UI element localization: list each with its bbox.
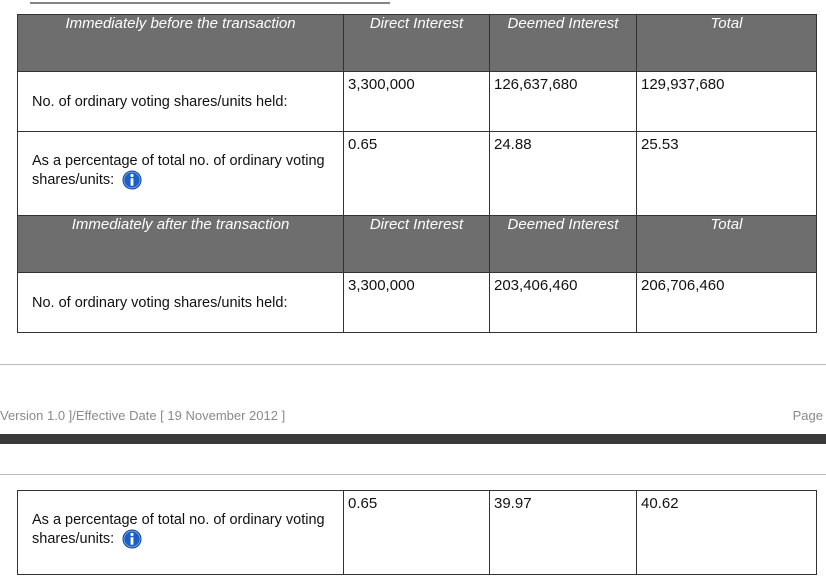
table-row: [18, 491, 817, 575]
cell-total-shares: 129,937,680: [637, 72, 817, 132]
cell-total-percentage: 40.62: [637, 491, 817, 575]
row-label-shares: No. of ordinary voting shares/units held:: [18, 72, 344, 132]
row-label-shares: No. of ordinary voting shares/units held:: [18, 273, 344, 333]
cell-deemed-percentage: 39.97: [490, 491, 637, 575]
info-icon[interactable]: [122, 170, 142, 195]
cell-total-shares: 206,706,460: [637, 273, 817, 333]
percentage-label-text: As a percentage of total no. of ordinary voting shares/units:: [32, 153, 325, 188]
table-row: [18, 72, 817, 132]
after-transaction-continued-table: [17, 490, 817, 575]
cell-direct-shares: 3,300,000: [344, 72, 490, 132]
table-row: [18, 273, 817, 333]
page-break-bar: [0, 434, 826, 444]
table-header-row: [18, 15, 817, 72]
info-icon[interactable]: [122, 529, 142, 554]
row-label-percentage: [18, 132, 344, 216]
before-transaction-table: [17, 14, 817, 333]
table-header-row: [18, 216, 817, 273]
cell-direct-shares: 3,300,000: [344, 273, 490, 333]
page-divider-top: [0, 364, 826, 365]
cell-deemed-percentage: 24.88: [490, 132, 637, 216]
cropped-heading-remnant: [30, 0, 390, 4]
header-total: Total: [637, 216, 817, 273]
header-direct-interest: Direct Interest: [344, 216, 490, 273]
header-deemed-interest: Deemed Interest: [490, 216, 637, 273]
footer-page-label: Page: [792, 408, 823, 423]
cell-total-percentage: 25.53: [637, 132, 817, 216]
cell-direct-percentage: 0.65: [344, 132, 490, 216]
cell-direct-percentage: 0.65: [344, 491, 490, 575]
page-divider-bottom: [0, 474, 826, 475]
percentage-label-text: As a percentage of total no. of ordinary voting shares/units:: [32, 512, 325, 547]
header-direct-interest: Direct Interest: [344, 15, 490, 72]
header-deemed-interest: Deemed Interest: [490, 15, 637, 72]
cell-deemed-shares: 203,406,460: [490, 273, 637, 333]
table-row: [18, 132, 817, 216]
footer-version: Version 1.0 ]/Effective Date [ 19 November 2012 ]: [0, 408, 286, 423]
cell-deemed-shares: 126,637,680: [490, 72, 637, 132]
header-total: Total: [637, 15, 817, 72]
header-after-title: Immediately after the transaction: [18, 216, 344, 273]
row-label-percentage: [18, 491, 344, 575]
header-before-title: Immediately before the transaction: [18, 15, 344, 72]
